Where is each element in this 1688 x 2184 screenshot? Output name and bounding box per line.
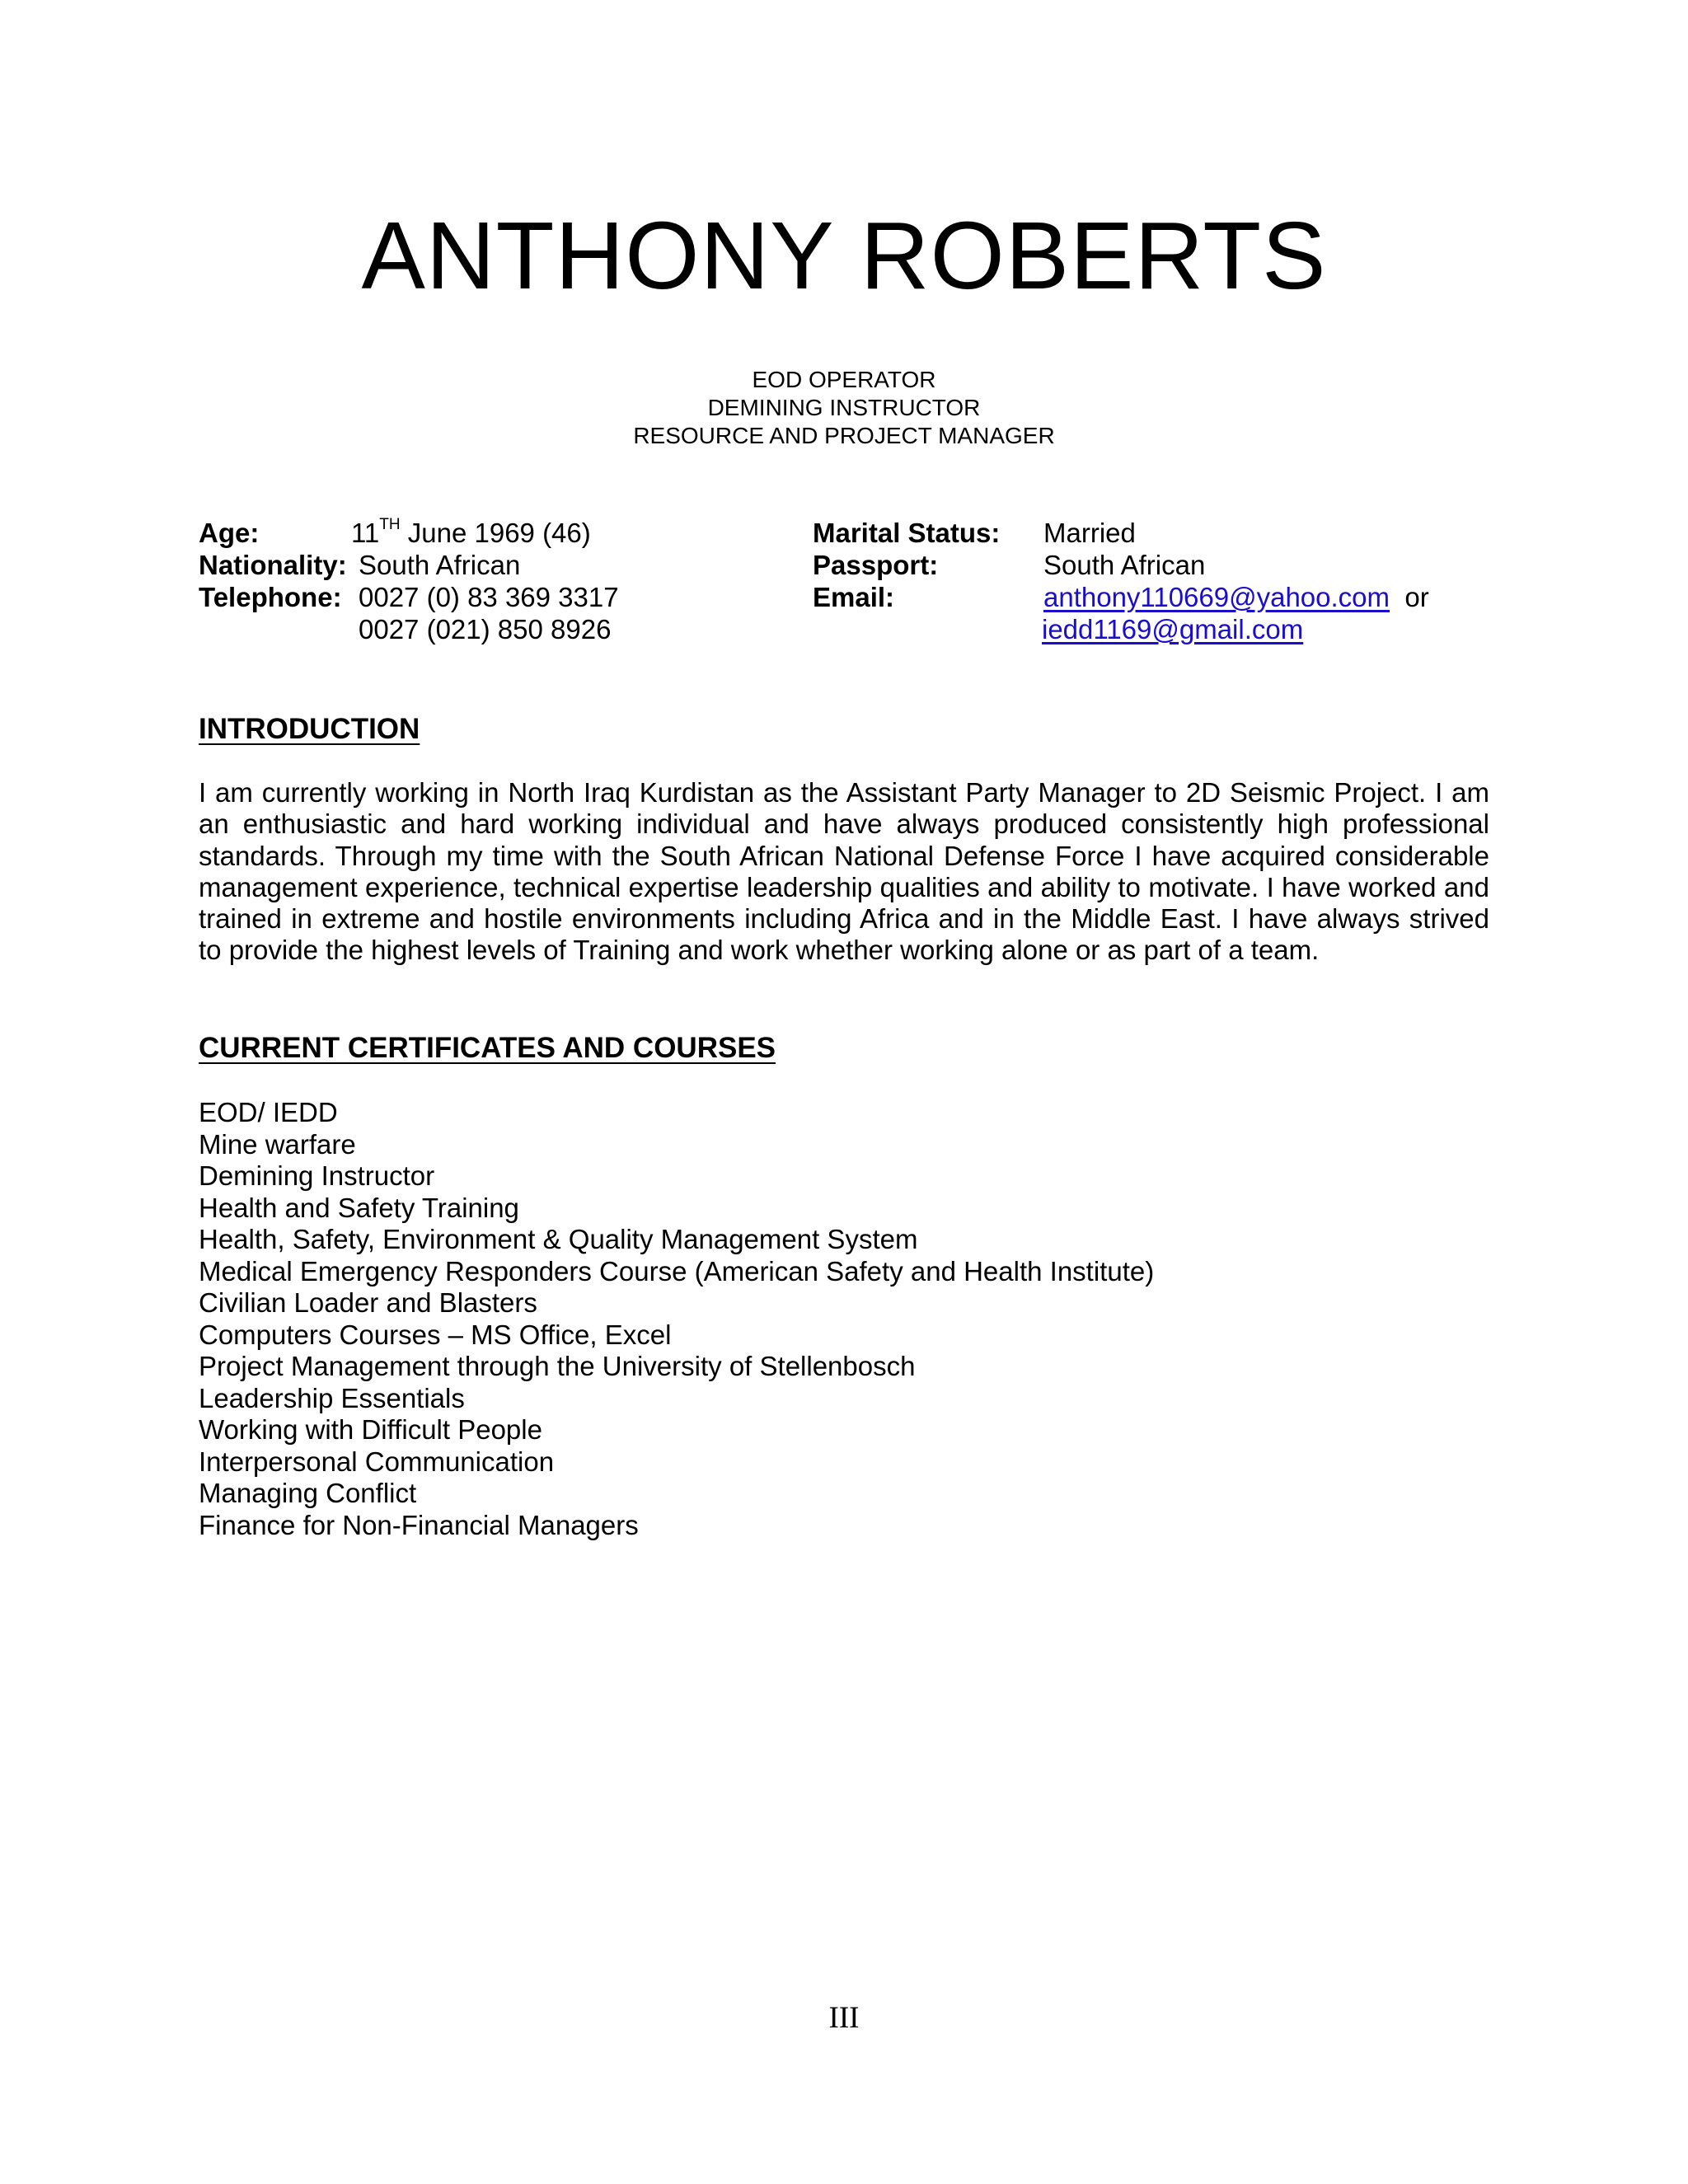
introduction-paragraph: I am currently working in North Iraq Kurdistan as the Assistant Party Manager to 2D Seismic Project. I am an enthusiastic and hard working individual and have always produced consistently high professional standards. Through my time with the South African National Defense Force I have acquired considerable management experience, technical expertise leadership qualities and ability to motivate. I have worked and trained in extreme and hostile environments including Africa and in the Middle East. I have always strived to provide the highest levels of Training and work whether working alone or as part of a team. [199, 777, 1489, 966]
job-title-eod-operator: EOD OPERATOR [752, 367, 936, 392]
passport-value: South African [1043, 550, 1206, 580]
telephone-secondary: 0027 (021) 850 8926 [359, 614, 612, 644]
list-item: Finance for Non-Financial Managers [199, 1509, 639, 1540]
list-item: Managing Conflict [199, 1478, 417, 1508]
certificates-list [199, 1097, 1154, 1541]
introduction-heading: INTRODUCTION [199, 713, 420, 745]
job-title-demining-instructor: DEMINING INSTRUCTOR [707, 395, 981, 420]
marital-status-value: Married [1043, 518, 1136, 548]
passport-label: Passport: [813, 550, 939, 580]
email-link-yahoo[interactable]: anthony110669@yahoo.com [1043, 582, 1390, 612]
marital-status-label: Marital Status: [813, 518, 1001, 548]
telephone-label: Telephone: [199, 582, 342, 612]
list-item: Medical Emergency Responders Course (American Safety and Health Institute) [199, 1255, 1155, 1286]
email-row-primary [1043, 581, 1429, 613]
list-item: Mine warfare [199, 1128, 356, 1160]
list-item: Computers Courses – MS Office, Excel [199, 1319, 672, 1350]
list-item: Demining Instructor [199, 1160, 435, 1191]
age-value: 11TH June 1969 (46) [351, 516, 591, 548]
nationality-label: Nationality: [199, 550, 347, 580]
email-row-secondary [1042, 613, 1303, 645]
email-label: Email: [813, 582, 895, 612]
list-item: Health and Safety Training [199, 1192, 519, 1223]
candidate-name: ANTHONY ROBERTS [361, 202, 1327, 309]
nationality-value: South African [359, 550, 521, 580]
job-title-resource-project-manager: RESOURCE AND PROJECT MANAGER [633, 423, 1055, 448]
page-number: III [828, 2001, 860, 2035]
list-item: Project Management through the University of Stellenbosch [199, 1351, 916, 1381]
list-item: EOD/ IEDD [199, 1097, 338, 1127]
list-item: Health, Safety, Environment & Quality Management System [199, 1224, 918, 1254]
telephone-primary: 0027 (0) 83 369 3317 [359, 582, 619, 612]
list-item: Working with Difficult People [199, 1414, 542, 1445]
list-item: Civilian Loader and Blasters [199, 1287, 537, 1318]
certificates-heading: CURRENT CERTIFICATES AND COURSES [199, 1032, 776, 1064]
email-link-gmail[interactable]: iedd1169@gmail.com [1042, 614, 1304, 644]
email-separator: or [1404, 582, 1429, 612]
list-item: Interpersonal Communication [199, 1446, 555, 1477]
age-label: Age: [199, 518, 260, 548]
list-item: Leadership Essentials [199, 1382, 465, 1413]
